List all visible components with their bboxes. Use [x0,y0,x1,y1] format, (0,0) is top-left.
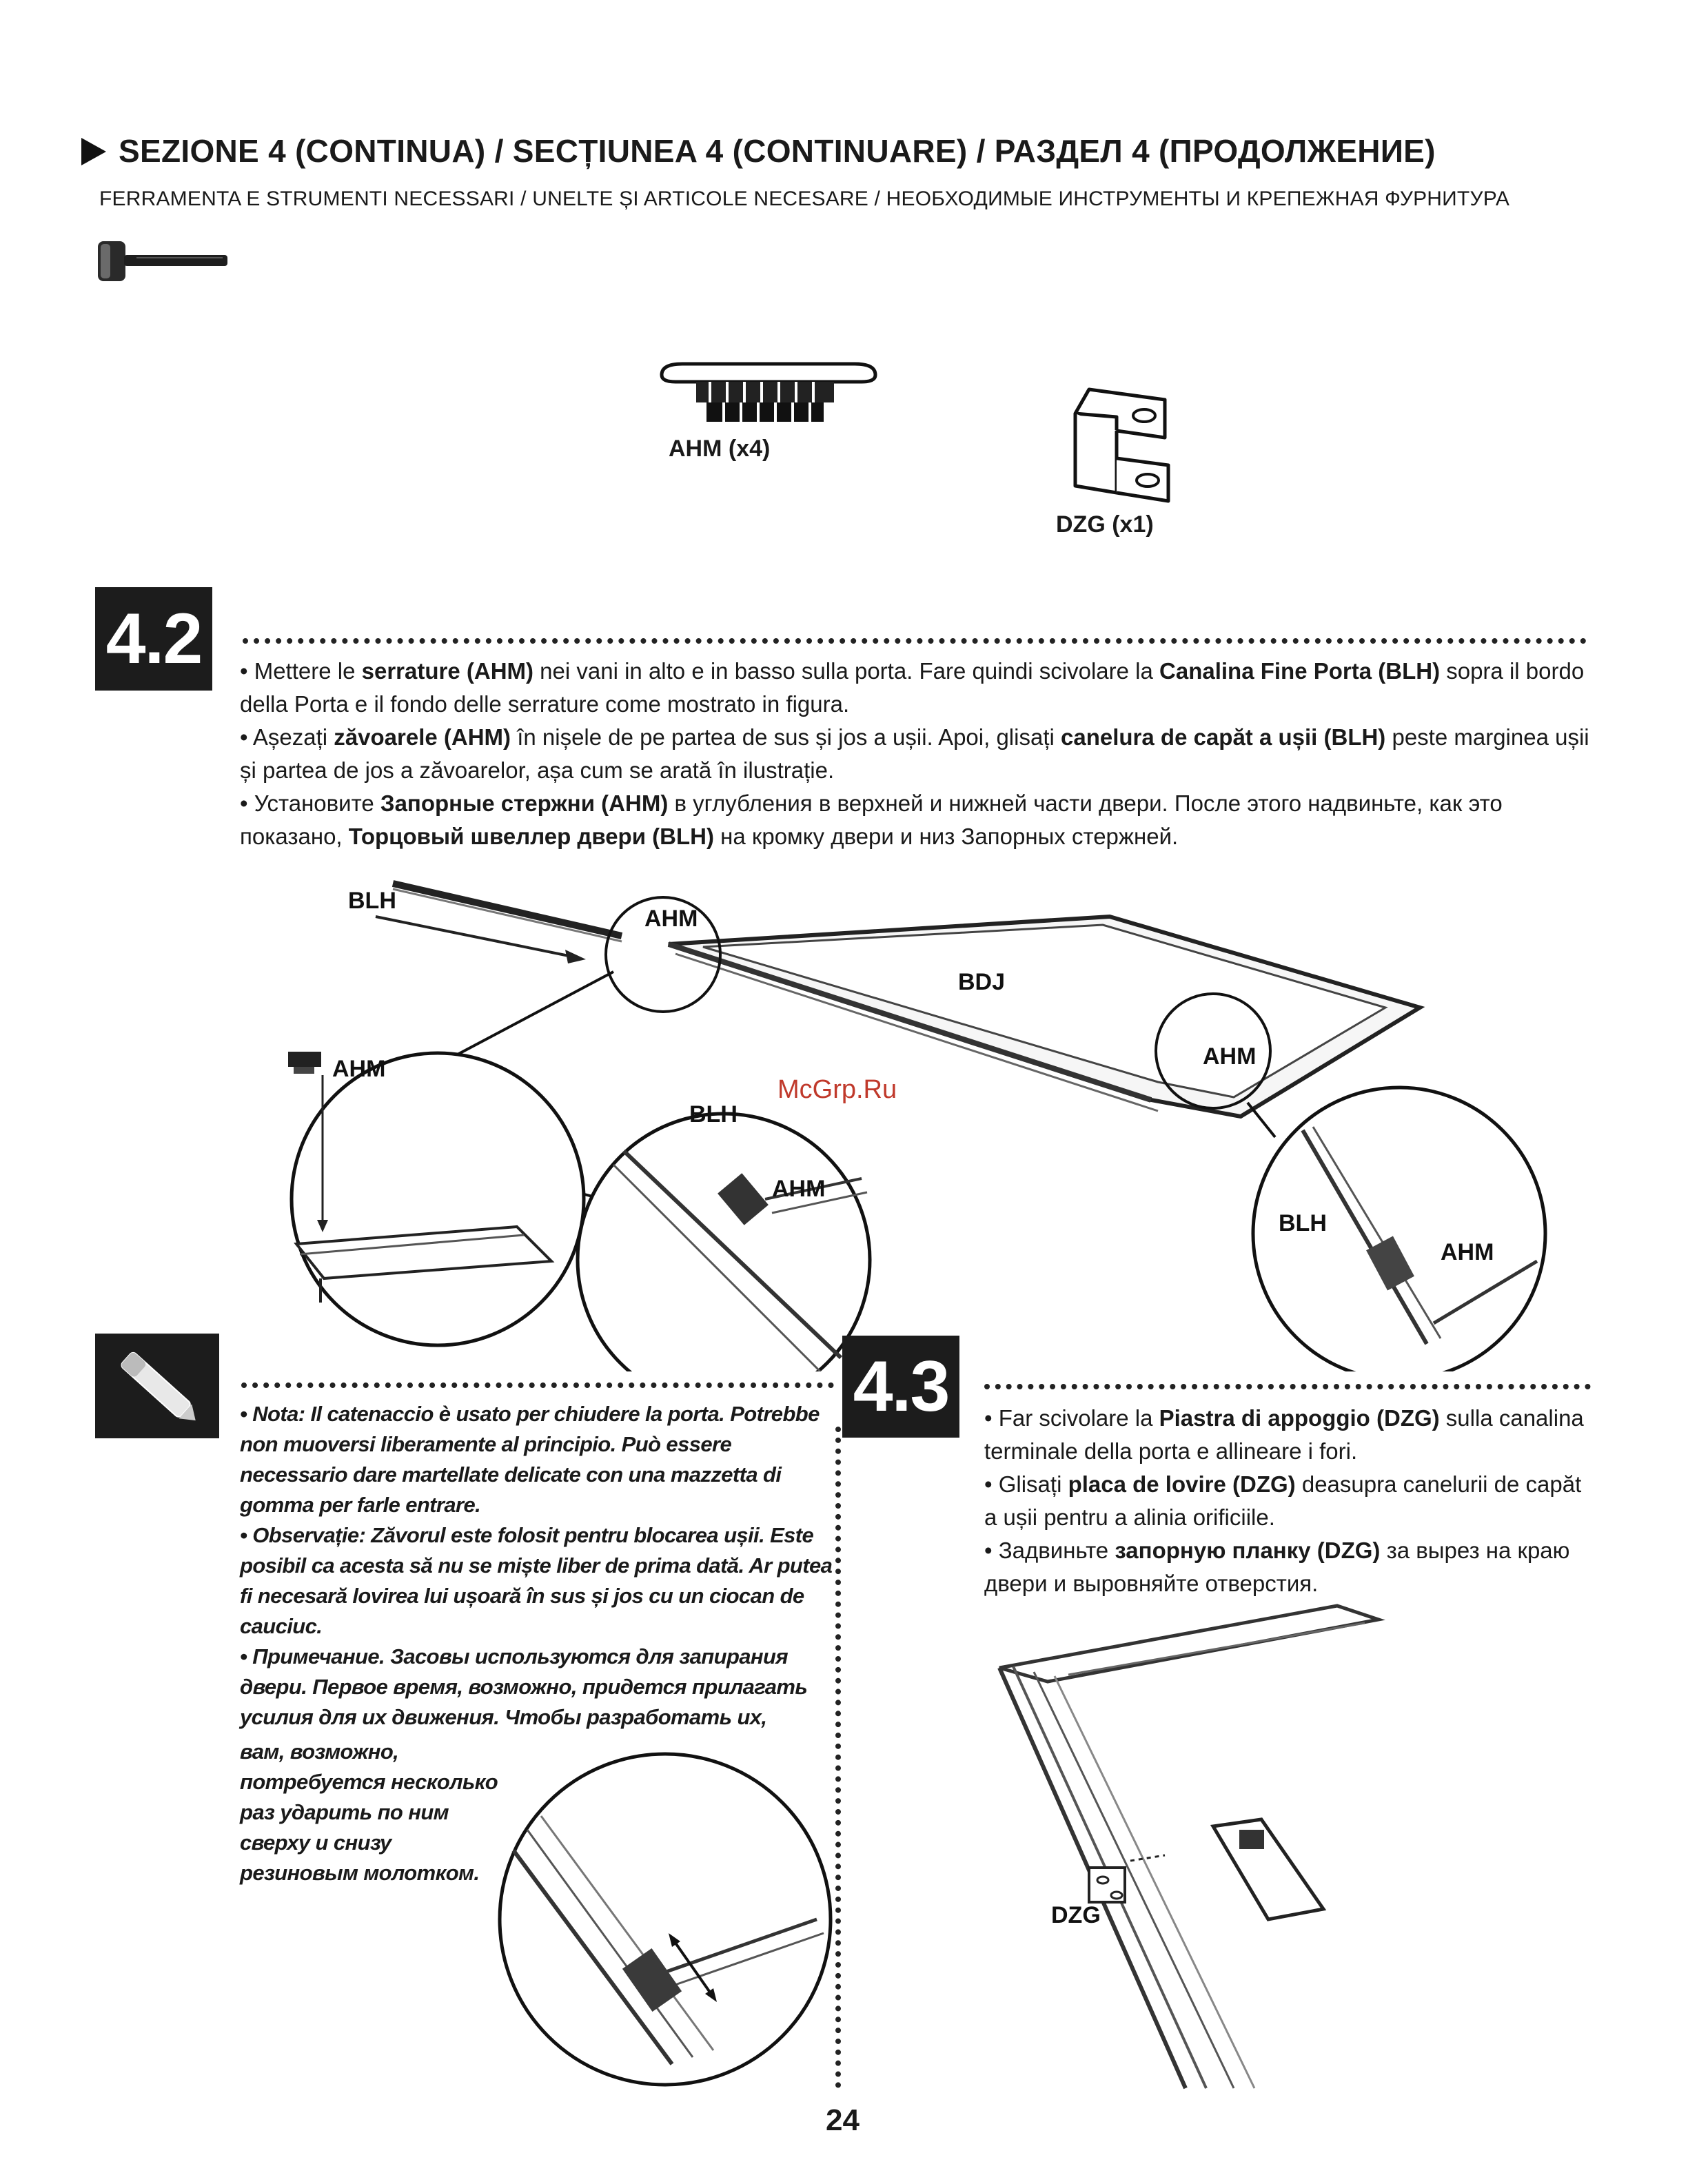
step-4-3-badge: 4.3 [842,1336,959,1438]
page-number: 24 [826,2103,860,2137]
text-bold: zăvoarele (AHM) [334,724,511,750]
arrow-line [376,917,579,958]
text-bold: Торцовый швеллер двери (BLH) [348,824,714,849]
text-run: deasupra canelurii de capăt a ușii pentru a alinia orificiile. [984,1471,1582,1530]
subtitle-separator: / [874,187,881,210]
step-4-3-russian [984,1534,1584,1600]
title-ro: SECȚIUNEA 4 (CONTINUARE) [512,133,968,169]
note-text [240,1399,833,1733]
label-ahm: AHM [332,1056,386,1082]
text-run: • Установите [240,790,380,816]
title-separator: / [494,133,504,169]
step-4-3-romanian [984,1468,1584,1534]
text-run: за вырез на краю двери и выровняйте отверстия. [984,1538,1570,1596]
dzg-strike-plate-icon [1048,376,1186,507]
dotted-divider [984,1384,1591,1389]
text-bold: placa de lovire (DZG) [1068,1471,1296,1497]
title-separator: / [976,133,986,169]
title-it: SEZIONE 4 (CONTINUA) [119,133,486,169]
subtitle-separator: / [520,187,527,210]
subtitle-ru: НЕОБХОДИМЫЕ ИНСТРУМЕНТЫ И КРЕПЕЖНАЯ ФУРНИТУРА [886,187,1510,210]
dzg-part-label: DZG (x1) [1056,511,1154,538]
label-dzg: DZG [1051,1902,1101,1928]
page-subtitle [99,187,1509,211]
page-title [119,132,1436,170]
note-russian-continued: вам, возможно, потребуется несколько раз ударить по ним сверху и снизу резиновым молотком. [240,1739,498,1885]
text-bold: Piastra di appoggio (DZG) [1159,1405,1440,1431]
subtitle-it: FERRAMENTA E STRUMENTI NECESSARI [99,187,515,210]
step-4-3-illustration [993,1592,1475,2095]
label-ahm: AHM [644,906,698,932]
watermark-text: McGrp.Ru [777,1075,897,1104]
text-run: în nișele de pe partea de sus și jos a ușii. Apoi, glisați [511,724,1061,750]
step-4-3-italian [984,1402,1584,1468]
note-italian: • Nota: Il catenaccio è usato per chiudere la porta. Potrebbe non muoversi liberamente al principio. Può essere necessario dare martellate delicate con una mazzetta di gomma per farle entrare. [240,1402,820,1517]
text-run: peste marginea ușii și partea de jos a zăvoarelor, așa cum se arată în ilustrație. [240,724,1589,783]
label-bdj: BDJ [958,969,1006,995]
ahm-latch-part-icon [655,350,882,426]
step-4-2-romanian [240,721,1594,787]
connector-line [1248,1103,1275,1137]
note-detail-circle [493,1747,837,2092]
label-ahm: AHM [1203,1043,1257,1070]
text-run: на кромку двери и низ Запорных стержней. [713,824,1179,849]
detail-circle-left [288,1052,584,1345]
text-run: • Far scivolare la [984,1405,1159,1431]
blh-channel-edge [393,889,622,941]
play-triangle-icon [81,138,106,165]
step-4-2-illustration [200,875,1606,1371]
text-bold: Canalina Fine Porta (BLH) [1159,658,1441,684]
label-blh: BLH [689,1101,738,1127]
text-run: • Задвиньте [984,1538,1115,1563]
text-run: • Mettere le [240,658,362,684]
step-4-2-italian [240,655,1594,721]
subtitle-ro: UNELTE ȘI ARTICOLE NECESARE [532,187,868,210]
note-romanian: • Observație: Zăvorul este folosit pentru blocarea ușii. Este posibil ca acesta să nu se miște liber de prima dată. Ar putea fi necesară lovirea lui ușoară în sus și jos cu un ciocan de cauciuc. [240,1523,833,1638]
detail-circle-middle [578,1114,870,1371]
connector-line [455,972,613,1056]
title-ru: РАЗДЕЛ 4 (ПРОДОЛЖЕНИЕ) [994,133,1436,169]
dotted-divider [243,638,1587,644]
label-ahm: AHM [1441,1239,1494,1265]
step-4-2-text [240,655,1594,853]
step-4-3-text [984,1402,1584,1600]
step-4-2-russian [240,787,1594,853]
text-bold: canelura de capăt a ușii (BLH) [1061,724,1386,750]
text-run: • Așezați [240,724,334,750]
ahm-part-label: AHM (x4) [669,436,771,462]
step-4-2-badge: 4.2 [95,587,212,691]
label-blh: BLH [348,888,396,914]
text-run: в углубления в верхней и нижней части двери. После этого надвиньте, как это показано, [240,790,1503,849]
note-russian: • Примечание. Засовы используются для запирания двери. Первое время, возможно, придется прилагать усилия для их движения. Чтобы разработать их, [240,1644,808,1729]
text-bold: serrature (AHM) [361,658,534,684]
text-run: sulla canalina terminale della porta e allineare i fori. [984,1405,1584,1464]
text-run: sopra il bordo della Porta e il fondo delle serrature come mostrato in figura. [240,658,1585,717]
text-run: • Glisați [984,1471,1068,1497]
label-ahm: AHM [772,1176,826,1202]
label-blh: BLH [1279,1210,1327,1236]
rubber-mallet-icon [95,234,233,289]
text-bold: Запорные стержни (AHM) [380,790,669,816]
arrow-head [565,950,586,963]
text-bold: запорную планку (DZG) [1115,1538,1381,1563]
dotted-divider [241,1382,834,1388]
text-run: nei vani in alto e in basso sulla porta. Fare quindi scivolare la [533,658,1160,684]
marker-pencil-icon [95,1334,219,1438]
